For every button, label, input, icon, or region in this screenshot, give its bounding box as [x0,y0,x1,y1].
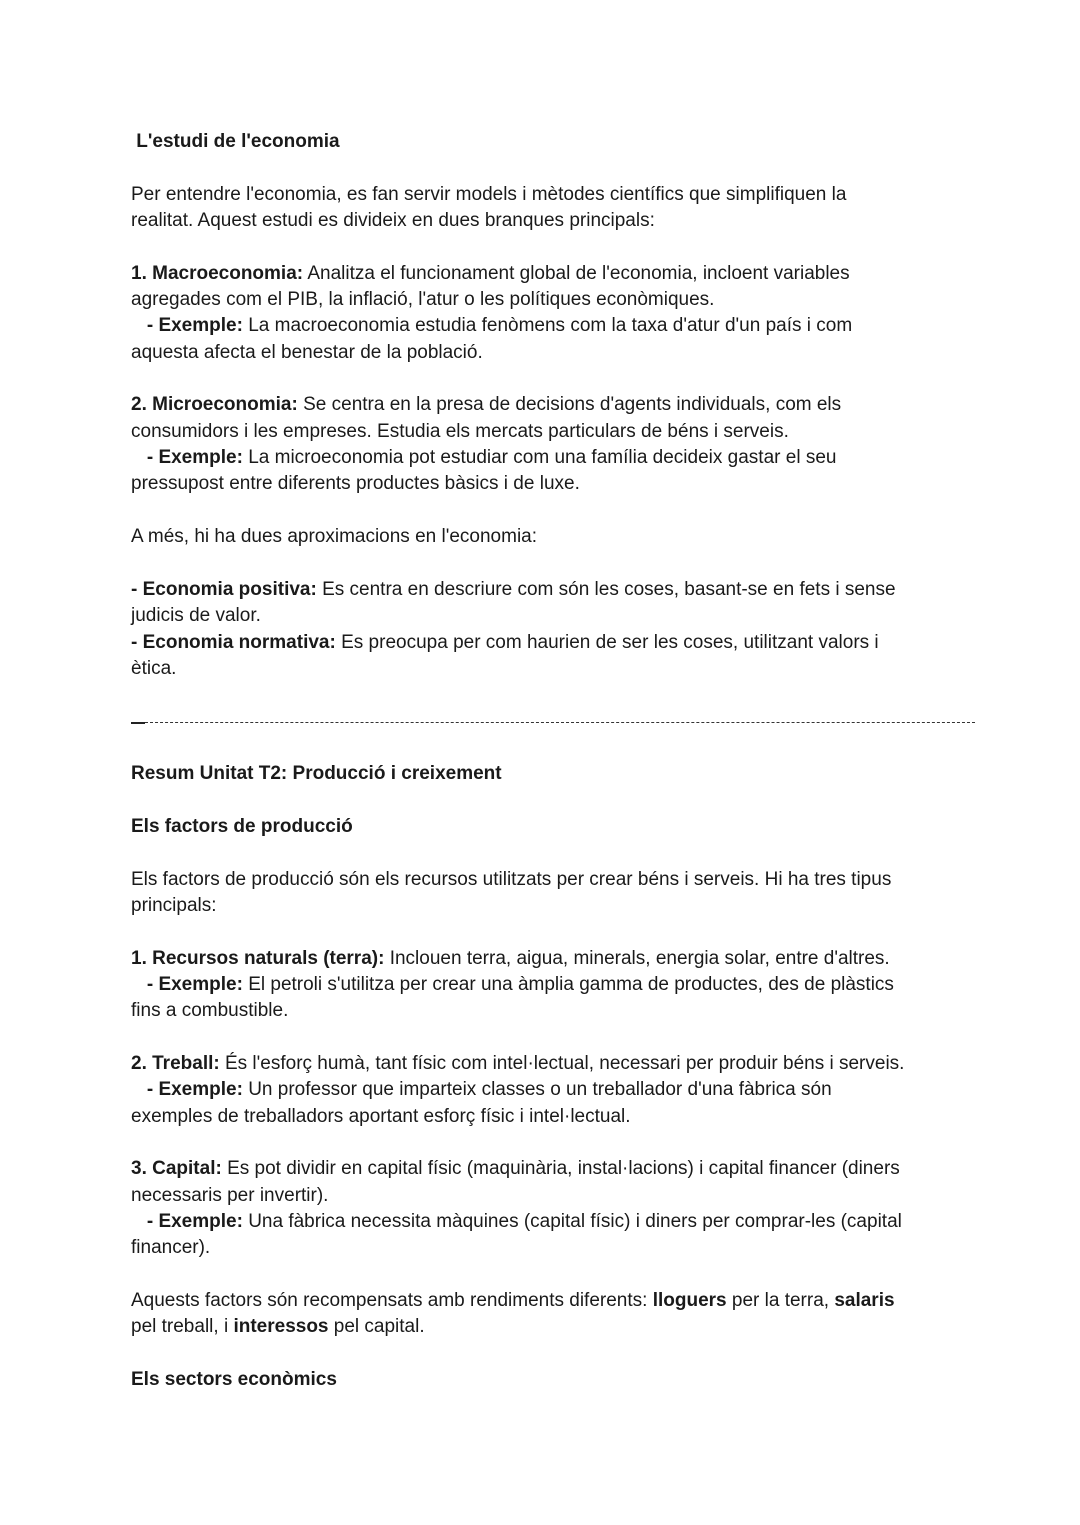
blank-line [131,366,961,392]
text-line [131,1051,961,1077]
blank-line [131,1262,961,1288]
text: A més, hi ha dues aproximacions en l'economia: [131,526,538,548]
text: Analitza el funcionament global de l'economia, incloent variables [303,262,850,284]
text-line [131,1104,961,1130]
bold-text: Els sectors econòmics [131,1369,337,1391]
text: pel capital. [328,1316,425,1338]
text: financer). [131,1237,211,1259]
text: Se centra en la presa de decisions d'agents individuals, com els [297,394,842,416]
text-line [131,445,961,471]
text-line [131,656,961,682]
text-line [131,1367,961,1393]
text: principals: [131,894,217,916]
blank-line [131,840,961,866]
blank-line [131,919,961,945]
blank-line [131,498,961,524]
text: exemples de treballadors aportant esforç físic i intel·lectual. [131,1105,631,1127]
text-line [131,972,961,998]
text-line [131,287,961,313]
blank-line [131,735,961,761]
bold-text: lloguers [652,1290,727,1312]
bold-text: Els factors de producció [131,815,353,837]
text: fins a combustible. [131,1000,289,1022]
bold-text: - Economia positiva: [131,578,317,600]
text-line [131,129,961,155]
text-line [131,340,961,366]
text: necessaris per invertir). [131,1184,329,1206]
text: Per entendre l'economia, es fan servir models i mètodes científics que simplifiquen la [131,183,847,205]
blank-line [131,1130,961,1156]
bold-text: 2. Microeconomia: [131,394,298,416]
text: aquesta afecta el benestar de la població. [131,341,483,363]
text: per la terra, [726,1290,835,1312]
text: La macroeconomia estudia fenòmens com la taxa d'atur d'un país i com [242,315,853,337]
text: És l'esforç humà, tant físic com intel·lectual, necessari per produir béns i serveis. [219,1053,905,1075]
text: pressupost entre diferents productes bàsics i de luxe. [131,473,580,495]
bold-text: 3. Capital: [131,1158,222,1180]
text: La microeconomia pot estudiar com una família decideix gastar el seu [242,447,837,469]
bold-text: - Exemple: [131,1079,243,1101]
blank-line [131,682,961,708]
text-line [131,1288,961,1314]
bold-text: - Exemple: [131,315,243,337]
section-divider [131,709,961,735]
blank-line [131,1341,961,1367]
text-line [131,867,961,893]
text-line [131,471,961,497]
text-line [131,1314,961,1340]
text-line [131,208,961,234]
text: pel treball, i [131,1316,234,1338]
text-line [131,261,961,287]
text-line [131,998,961,1024]
bold-text: 2. Treball: [131,1053,220,1075]
text-line [131,893,961,919]
text-line [131,182,961,208]
blank-line [131,551,961,577]
text-line [131,1209,961,1235]
document-body [131,129,961,1394]
text-line [131,1156,961,1182]
text: judicis de valor. [131,605,261,627]
text-line [131,419,961,445]
text-line [131,313,961,339]
text-line [131,761,961,787]
text: consumidors i les empreses. Estudia els mercats particulars de béns i serveis. [131,420,789,442]
bold-text: L'estudi de l'economia [131,131,340,152]
text-line [131,1235,961,1261]
text-line [131,946,961,972]
text-line [131,524,961,550]
blank-line [131,788,961,814]
blank-line [131,234,961,260]
text-line [131,1077,961,1103]
text: Aquests factors són recompensats amb rendiments diferents: [131,1290,653,1312]
bold-text: - Economia normativa: [131,631,336,653]
bold-text: salaris [834,1290,895,1312]
text-line [131,814,961,840]
text: Es preocupa per com haurien de ser les coses, utilitzant valors i [335,631,879,653]
text: El petroli s'utilitza per crear una àmplia gamma de productes, des de plàstics [242,974,894,995]
text-line [131,630,961,656]
blank-line [131,155,961,181]
bold-text: - Exemple: [131,447,243,469]
bold-text: 1. Macroeconomia: [131,262,304,284]
text: Inclouen terra, aigua, minerals, energia solar, entre d'altres. [384,947,890,969]
text-line [131,392,961,418]
text-line [131,603,961,629]
text-line [131,577,961,603]
bold-text: Resum Unitat T2: Producció i creixement [131,763,502,785]
bold-text: interessos [233,1316,329,1338]
bold-text: - Exemple: [131,1211,243,1233]
text-line [131,1183,961,1209]
blank-line [131,1025,961,1051]
text: Els factors de producció són els recursos utilitzats per crear béns i serveis. Hi ha tres tipus [131,868,892,890]
text: Un professor que imparteix classes o un treballador d'una fàbrica són [242,1079,832,1101]
text: Es centra en descriure com són les coses, basant-se en fets i sense [316,578,896,600]
text: agregades com el PIB, la inflació, l'atur o les polítiques econòmiques. [131,289,715,311]
text: realitat. Aquest estudi es divideix en dues branques principals: [131,210,655,232]
bold-text: - Exemple: [131,974,243,995]
bold-text: 1. Recursos naturals (terra): [131,947,385,969]
text: Una fàbrica necessita màquines (capital físic) i diners per comprar-les (capital [242,1211,902,1233]
text: ètica. [131,657,177,679]
text: Es pot dividir en capital físic (maquinària, instal·lacions) i capital financer (diners [221,1158,900,1180]
